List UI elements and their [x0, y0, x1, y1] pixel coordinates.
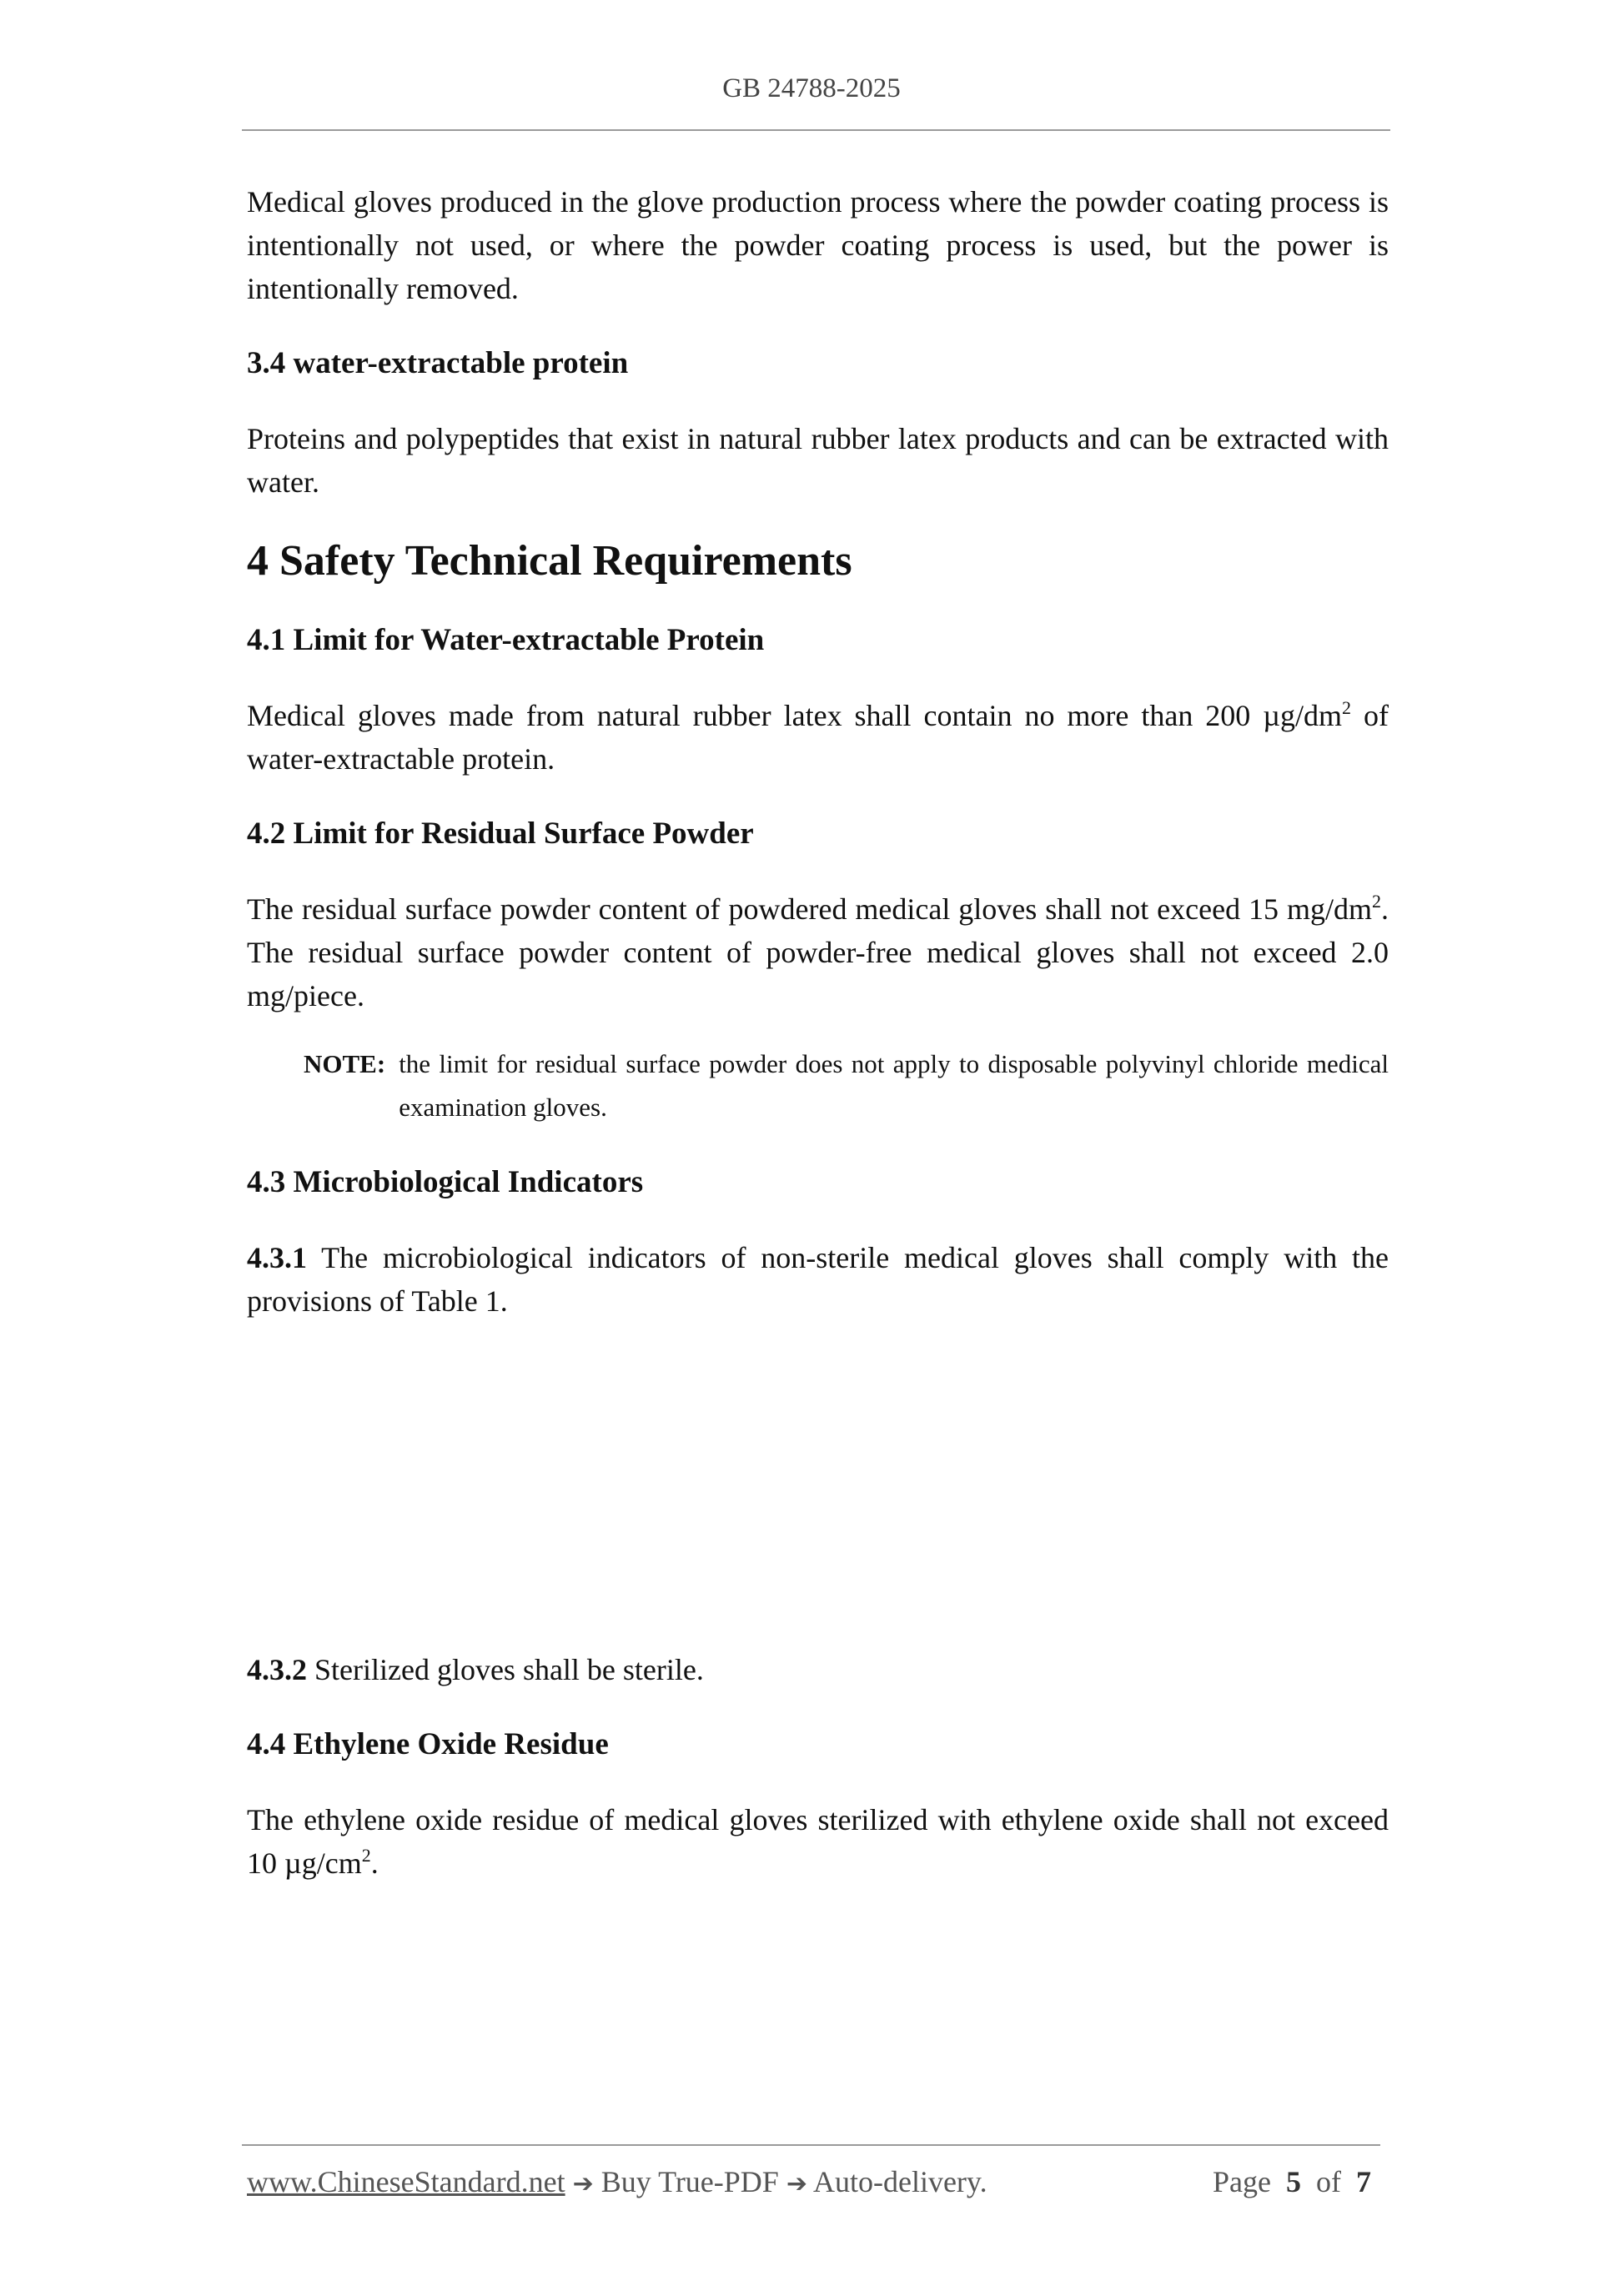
heading-3-4: 3.4 water-extractable protein — [247, 346, 629, 380]
heading-section-4: 4 Safety Technical Requirements — [247, 537, 852, 585]
document-header — [0, 73, 1623, 104]
clause-4-3-1 — [247, 1236, 1389, 1323]
paragraph-4-2-text: The residual surface powder content of powdered medical gloves shall not exceed 15 mg/dm — [247, 892, 1372, 926]
page-indicator — [1213, 2164, 1371, 2199]
paragraph-4-1 — [247, 694, 1389, 781]
header-divider — [242, 129, 1390, 131]
note-4-2 — [304, 1042, 1389, 1129]
current-page: 5 — [1286, 2165, 1301, 2198]
table-placeholder-space — [247, 1323, 1389, 1648]
footer-promo — [247, 2164, 987, 2199]
heading-4-3: 4.3 Microbiological Indicators — [247, 1165, 644, 1199]
document-id: GB 24788-2025 — [722, 73, 901, 103]
total-pages: 7 — [1356, 2165, 1371, 2198]
note-text: the limit for residual surface powder does not apply to disposable polyvinyl chloride medical examination gloves. — [399, 1049, 1389, 1122]
site-link[interactable]: www.ChineseStandard.net — [247, 2165, 565, 2198]
clause-text: The microbiological indicators of non-sterile medical gloves shall comply with the provisions of Table 1. — [247, 1241, 1389, 1318]
clause-number: 4.3.2 — [247, 1653, 307, 1686]
superscript: 2 — [1342, 697, 1352, 718]
page-label: Page — [1213, 2165, 1271, 2198]
superscript: 2 — [361, 1845, 371, 1866]
page-footer — [247, 2164, 1383, 2206]
paragraph-4-1-text-end: of water-extractable protein. — [247, 699, 1389, 776]
clause-number: 4.3.1 — [247, 1241, 307, 1274]
superscript: 2 — [1372, 891, 1381, 912]
paragraph-4-4 — [247, 1798, 1389, 1885]
auto-delivery-text: Auto-delivery. — [806, 2165, 987, 2198]
paragraph-4-2-text-end: . The residual surface powder content of powder-free medical gloves shall not exceed 2.0 mg/piece. — [247, 892, 1389, 1012]
arrow-right-icon: ➔ — [572, 2169, 594, 2198]
clause-text: Sterilized gloves shall be sterile. — [307, 1653, 704, 1686]
page-content — [247, 180, 1389, 1885]
heading-4-1: 4.1 Limit for Water-extractable Protein — [247, 623, 765, 657]
definition-3-3: Medical gloves produced in the glove production process where the powder coating process is intentionally not used, or where the powder coating process is used, but the power is intentionally removed. — [247, 185, 1389, 305]
buy-pdf-text: Buy True-PDF — [593, 2165, 786, 2198]
arrow-right-icon: ➔ — [786, 2169, 807, 2198]
paragraph-4-4-text-end: . — [370, 1846, 379, 1880]
clause-4-3-2 — [247, 1648, 1389, 1691]
heading-4-4: 4.4 Ethylene Oxide Residue — [247, 1727, 609, 1761]
of-label: of — [1316, 2165, 1341, 2198]
paragraph-4-1-text: Medical gloves made from natural rubber latex shall contain no more than 200 µg/dm — [247, 699, 1343, 732]
paragraph-4-4-text: The ethylene oxide residue of medical gloves sterilized with ethylene oxide shall not exceed 10 µg/cm — [247, 1803, 1389, 1880]
note-label: NOTE: — [304, 1049, 386, 1078]
heading-4-2: 4.2 Limit for Residual Surface Powder — [247, 816, 754, 851]
definition-3-4: Proteins and polypeptides that exist in natural rubber latex products and can be extracted with water. — [247, 422, 1389, 499]
footer-divider — [242, 2144, 1380, 2146]
paragraph-4-2 — [247, 887, 1389, 1017]
